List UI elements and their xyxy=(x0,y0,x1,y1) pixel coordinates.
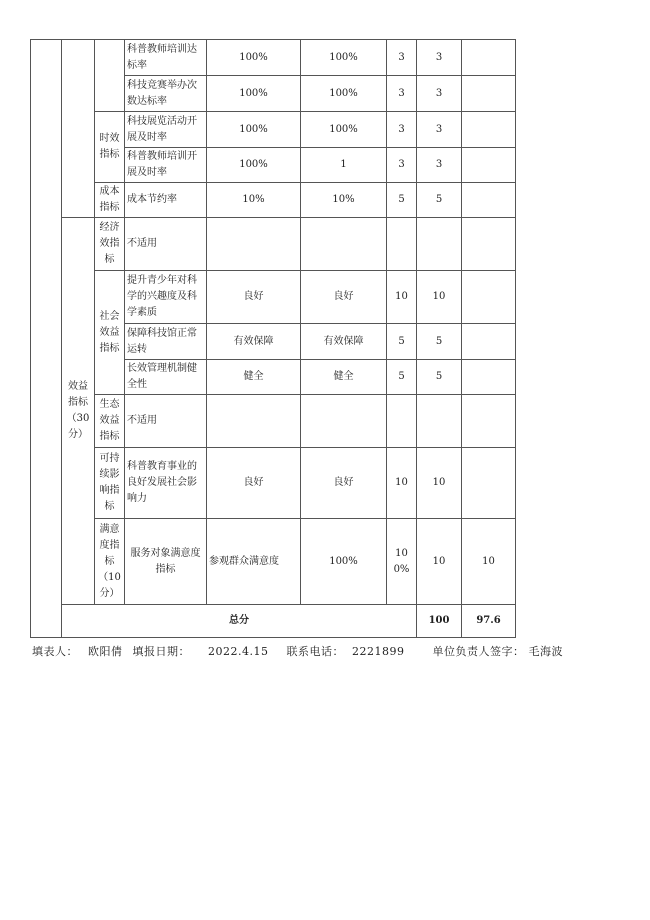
score-value: 10 xyxy=(417,271,462,324)
actual-value: 1 xyxy=(301,148,387,183)
timeliness-label: 时效指标 xyxy=(95,112,125,183)
phone-number: 2221899 xyxy=(351,645,405,658)
score-value: 3 xyxy=(417,76,462,112)
sustainable-label: 可持续影响指标 xyxy=(95,448,125,519)
phone-label: 联系电话： xyxy=(286,645,344,658)
remark-cell xyxy=(462,112,516,148)
date-label: 填报日期： xyxy=(132,645,190,658)
filler-label: 填表人： xyxy=(32,645,78,658)
level1-cell-blank xyxy=(31,40,62,638)
indicator-name: 科普教育事业的良好发展社会影响力 xyxy=(125,448,207,519)
score-value: 5 xyxy=(417,360,462,395)
remark-cell xyxy=(462,218,516,271)
signer-name: 毛海波 xyxy=(528,645,563,658)
indicator-name: 不适用 xyxy=(125,395,207,448)
indicator-name: 科普教师培训达标率 xyxy=(125,40,207,76)
form-footer xyxy=(32,643,563,659)
target-value: 100% xyxy=(301,519,387,605)
quality-level3-cell-blank xyxy=(95,40,125,112)
actual-value: 100% xyxy=(301,76,387,112)
indicator-name: 参观群众满意度 xyxy=(207,519,301,605)
weight-value: 3 xyxy=(387,148,417,183)
weight-value xyxy=(387,218,417,271)
table-row xyxy=(31,183,516,218)
satisfaction-sub-label: 服务对象满意度指标 xyxy=(125,519,207,605)
score-value: 5 xyxy=(417,324,462,360)
score-value: 3 xyxy=(417,40,462,76)
actual-value: 良好 xyxy=(301,271,387,324)
actual-value xyxy=(301,218,387,271)
score-value: 3 xyxy=(417,148,462,183)
table-row xyxy=(31,112,516,148)
actual-value: 健全 xyxy=(301,360,387,395)
weight-value: 3 xyxy=(387,76,417,112)
remark-cell xyxy=(462,40,516,76)
target-value: 100% xyxy=(207,148,301,183)
score-value: 10 xyxy=(417,448,462,519)
actual-value: 100% xyxy=(387,519,417,605)
weight-value: 10 xyxy=(387,448,417,519)
remark-cell xyxy=(462,148,516,183)
score-value: 5 xyxy=(417,183,462,218)
indicator-name: 科技展览活动开展及时率 xyxy=(125,112,207,148)
target-value xyxy=(207,218,301,271)
report-date: 2022.4.15 xyxy=(208,645,269,658)
table-row xyxy=(31,218,516,271)
target-value: 有效保障 xyxy=(207,324,301,360)
target-value xyxy=(207,395,301,448)
total-row xyxy=(31,605,516,638)
weight-value: 5 xyxy=(387,183,417,218)
benefit-label: 效益指标（30分） xyxy=(62,218,95,605)
remark-cell xyxy=(462,76,516,112)
target-value: 100% xyxy=(207,112,301,148)
score-value: 3 xyxy=(417,112,462,148)
target-value: 良好 xyxy=(207,448,301,519)
actual-value: 有效保障 xyxy=(301,324,387,360)
economic-label: 经济效指标 xyxy=(95,218,125,271)
remark-cell xyxy=(462,324,516,360)
filler-name: 欧阳倩 xyxy=(88,645,123,658)
indicator-name: 提升青少年对科学的兴趣度及科学素质 xyxy=(125,271,207,324)
weight-value: 10 xyxy=(387,271,417,324)
remark-cell xyxy=(462,183,516,218)
total-score: 97.6 xyxy=(462,605,516,638)
target-value: 100% xyxy=(207,40,301,76)
remark-cell xyxy=(462,395,516,448)
output-level2-cell-blank xyxy=(62,40,95,218)
weight-value: 3 xyxy=(387,112,417,148)
target-value: 良好 xyxy=(207,271,301,324)
satisfaction-label: 满意度指标（10分） xyxy=(95,519,125,605)
remark-cell xyxy=(462,271,516,324)
actual-value: 10% xyxy=(301,183,387,218)
indicator-name: 保障科技馆正常运转 xyxy=(125,324,207,360)
total-label: 总分 xyxy=(62,605,417,638)
target-value: 健全 xyxy=(207,360,301,395)
score-value xyxy=(417,395,462,448)
indicator-name: 长效管理机制健全性 xyxy=(125,360,207,395)
indicator-name: 科技竞赛举办次数达标率 xyxy=(125,76,207,112)
table-row xyxy=(31,395,516,448)
weight-value xyxy=(387,395,417,448)
ecological-label: 生态效益指标 xyxy=(95,395,125,448)
remark-cell xyxy=(462,360,516,395)
weight-value: 5 xyxy=(387,360,417,395)
remark-cell xyxy=(462,448,516,519)
cost-label: 成本指标 xyxy=(95,183,125,218)
target-value: 10% xyxy=(207,183,301,218)
social-label: 社会效益指标 xyxy=(95,271,125,395)
weight-value: 10 xyxy=(417,519,462,605)
performance-table xyxy=(30,39,516,638)
indicator-name: 科普教师培训开展及时率 xyxy=(125,148,207,183)
actual-value: 100% xyxy=(301,40,387,76)
table-row xyxy=(31,448,516,519)
weight-value: 5 xyxy=(387,324,417,360)
target-value: 100% xyxy=(207,76,301,112)
table-row xyxy=(31,40,516,76)
actual-value: 良好 xyxy=(301,448,387,519)
score-value: 10 xyxy=(462,519,516,605)
table-row xyxy=(31,271,516,324)
score-value xyxy=(417,218,462,271)
actual-value: 100% xyxy=(301,112,387,148)
indicator-name: 成本节约率 xyxy=(125,183,207,218)
table-row xyxy=(31,519,516,605)
signer-label: 单位负责人签字： xyxy=(432,645,525,658)
actual-value xyxy=(301,395,387,448)
total-weight: 100 xyxy=(417,605,462,638)
indicator-name: 不适用 xyxy=(125,218,207,271)
weight-value: 3 xyxy=(387,40,417,76)
